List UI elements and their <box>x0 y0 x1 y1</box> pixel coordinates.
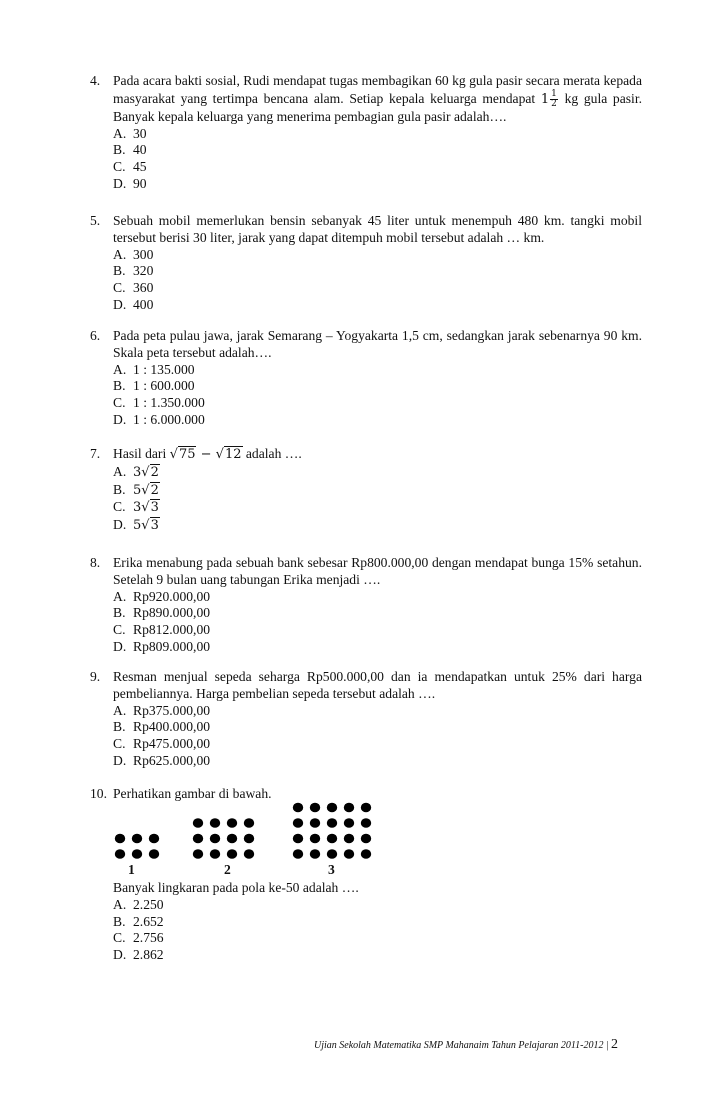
pattern-3-dot <box>310 818 320 828</box>
pattern-2-dot <box>210 834 220 844</box>
pattern-3-dot <box>327 849 337 859</box>
question-text: Hasil dari √75 − √12 adalah …. <box>113 446 302 462</box>
option-b[interactable]: B. 1 : 600.000 <box>113 378 195 394</box>
question-number: 7. <box>90 446 101 461</box>
pattern-3-dot <box>344 818 354 828</box>
question-10 <box>90 786 642 803</box>
question-text: Sebuah mobil memerlukan bensin sebanyak 45 liter untuk menempuh 480 km. tangki mobil tersebut berisi 30 liter, jarak yang dapat ditempuh mobil tersebut adalah … km. <box>113 213 642 245</box>
question-number: 6. <box>90 328 101 343</box>
option-d[interactable]: D. 2.862 <box>113 947 164 963</box>
question-text: Perhatikan gambar di bawah. <box>113 786 272 801</box>
option-c[interactable]: C. 3√3 <box>113 499 159 516</box>
pattern-3-dot <box>327 803 337 813</box>
pattern-2-dot <box>193 818 203 828</box>
option-a[interactable]: A. 30 <box>113 125 147 141</box>
pattern-3-dot <box>310 803 320 813</box>
sqrt-expression: √75 − √12 <box>169 447 242 462</box>
pattern-2-dot <box>227 818 237 828</box>
answer-options <box>113 247 642 314</box>
pattern-2-dot <box>244 834 254 844</box>
option-c[interactable]: C. 360 <box>113 280 154 296</box>
pattern-3-dot <box>310 834 320 844</box>
pattern-2-dot <box>210 818 220 828</box>
pattern-1-dot <box>149 834 159 844</box>
question-text: Erika menabung pada sebuah bank sebesar Rp800.000,00 dengan mendapat bunga 15% setahun. Setelah 9 bulan uang tabungan Erika menjadi …. <box>113 555 642 587</box>
question-4 <box>90 73 642 193</box>
answer-options <box>113 589 642 656</box>
answer-options <box>113 897 642 964</box>
pattern-3-dot <box>361 849 371 859</box>
pattern-3-dot <box>361 818 371 828</box>
question-prompt: Banyak lingkaran pada pola ke-50 adalah …. <box>113 880 359 895</box>
pattern-1-dot <box>115 849 125 859</box>
pattern-1-dot <box>132 849 142 859</box>
option-a[interactable]: A. Rp920.000,00 <box>113 588 211 604</box>
question-number: 8. <box>90 555 101 570</box>
pattern-3-dot <box>344 834 354 844</box>
question-8 <box>90 555 642 656</box>
question-10-body <box>90 880 642 964</box>
pattern-label-2: 2 <box>224 862 231 877</box>
option-a[interactable]: A. 2.250 <box>113 896 164 912</box>
pattern-2-dot <box>227 849 237 859</box>
option-b[interactable]: B. 2.652 <box>113 913 164 929</box>
option-b[interactable]: B. 40 <box>113 142 147 158</box>
question-text: Pada acara bakti sosial, Rudi mendapat tugas membagikan 60 kg gula pasir secara merata kepada masyarakat yang tertimpa bencana alam. Setiap kepala keluarga mendapat 1 $\frac{1}{2}$ kg gula pasir. Banyak kepala keluarga yang menerima pembagian gula pasir adalah…. <box>113 73 643 124</box>
pattern-3-dot <box>344 803 354 813</box>
pattern-1-dot <box>149 849 159 859</box>
dot-pattern-svg <box>90 802 410 862</box>
pattern-3-dot <box>293 849 303 859</box>
pattern-3-dot <box>344 849 354 859</box>
mixed-fraction: 1 $\frac{1}{2}$ <box>540 88 557 109</box>
pattern-2-dot <box>210 849 220 859</box>
option-c[interactable]: C. Rp475.000,00 <box>113 736 211 752</box>
option-d[interactable]: D. 90 <box>113 175 147 191</box>
pattern-2-dot <box>244 818 254 828</box>
pattern-2-dot <box>244 849 254 859</box>
answer-options <box>113 362 642 429</box>
question-text: Resman menjual sepeda seharga Rp500.000,00 dan ia mendapatkan untuk 25% dari harga pembeliannya. Harga pembelian sepeda tersebut adalah …. <box>113 669 642 701</box>
option-c[interactable]: C. 1 : 1.350.000 <box>113 395 205 411</box>
pattern-3-dot <box>327 834 337 844</box>
pattern-2-dot <box>193 849 203 859</box>
pattern-1-dot <box>115 834 125 844</box>
answer-options <box>113 703 642 770</box>
option-c[interactable]: C. 45 <box>113 159 147 175</box>
option-d[interactable]: D. 1 : 6.000.000 <box>113 411 205 427</box>
question-number: 9. <box>90 669 101 684</box>
option-c[interactable]: C. Rp812.000,00 <box>113 622 211 638</box>
page-footer <box>314 1037 618 1053</box>
option-b[interactable]: B. Rp890.000,00 <box>113 605 211 621</box>
question-6 <box>90 328 642 429</box>
question-text: Pada peta pulau jawa, jarak Semarang – Yogyakarta 1,5 cm, sedangkan jarak sebenarnya 90 km. Skala peta tersebut adalah…. <box>113 328 642 360</box>
option-d[interactable]: D. Rp625.000,00 <box>113 752 211 768</box>
option-d[interactable]: D. Rp809.000,00 <box>113 638 211 654</box>
option-b[interactable]: B. Rp400.000,00 <box>113 719 211 735</box>
answer-options <box>113 464 642 535</box>
question-7 <box>90 446 642 535</box>
dot-pattern-figure <box>90 802 410 882</box>
option-b[interactable]: B. 320 <box>113 263 154 279</box>
question-number: 10. <box>90 786 107 801</box>
question-number: 4. <box>90 73 101 88</box>
option-a[interactable]: A. 300 <box>113 246 154 262</box>
pattern-3-dot <box>361 834 371 844</box>
pattern-1-dot <box>132 834 142 844</box>
pattern-3-dot <box>327 818 337 828</box>
option-d[interactable]: D. 5√3 <box>113 517 159 534</box>
pattern-2-dot <box>193 834 203 844</box>
option-b[interactable]: B. 5√2 <box>113 481 159 498</box>
option-a[interactable]: A. Rp375.000,00 <box>113 702 211 718</box>
option-a[interactable]: A. 1 : 135.000 <box>113 361 195 377</box>
answer-options <box>113 126 642 193</box>
question-number: 5. <box>90 213 101 228</box>
question-9 <box>90 669 642 770</box>
pattern-2-dot <box>227 834 237 844</box>
option-a[interactable]: A. 3√2 <box>113 463 159 480</box>
pattern-3-dot <box>310 849 320 859</box>
option-d[interactable]: D. 400 <box>113 296 154 312</box>
footer-separator: | <box>606 1040 609 1051</box>
option-c[interactable]: C. 2.756 <box>113 930 164 946</box>
page-number: 2 <box>611 1037 619 1052</box>
question-5 <box>90 213 642 314</box>
pattern-label-3: 3 <box>328 862 335 877</box>
pattern-label-1: 1 <box>128 862 135 877</box>
footer-text: Ujian Sekolah Matematika SMP Mahanaim Tahun Pelajaran 2011-2012 <box>314 1040 604 1051</box>
pattern-3-dot <box>361 803 371 813</box>
pattern-3-dot <box>293 834 303 844</box>
pattern-3-dot <box>293 803 303 813</box>
pattern-3-dot <box>293 818 303 828</box>
